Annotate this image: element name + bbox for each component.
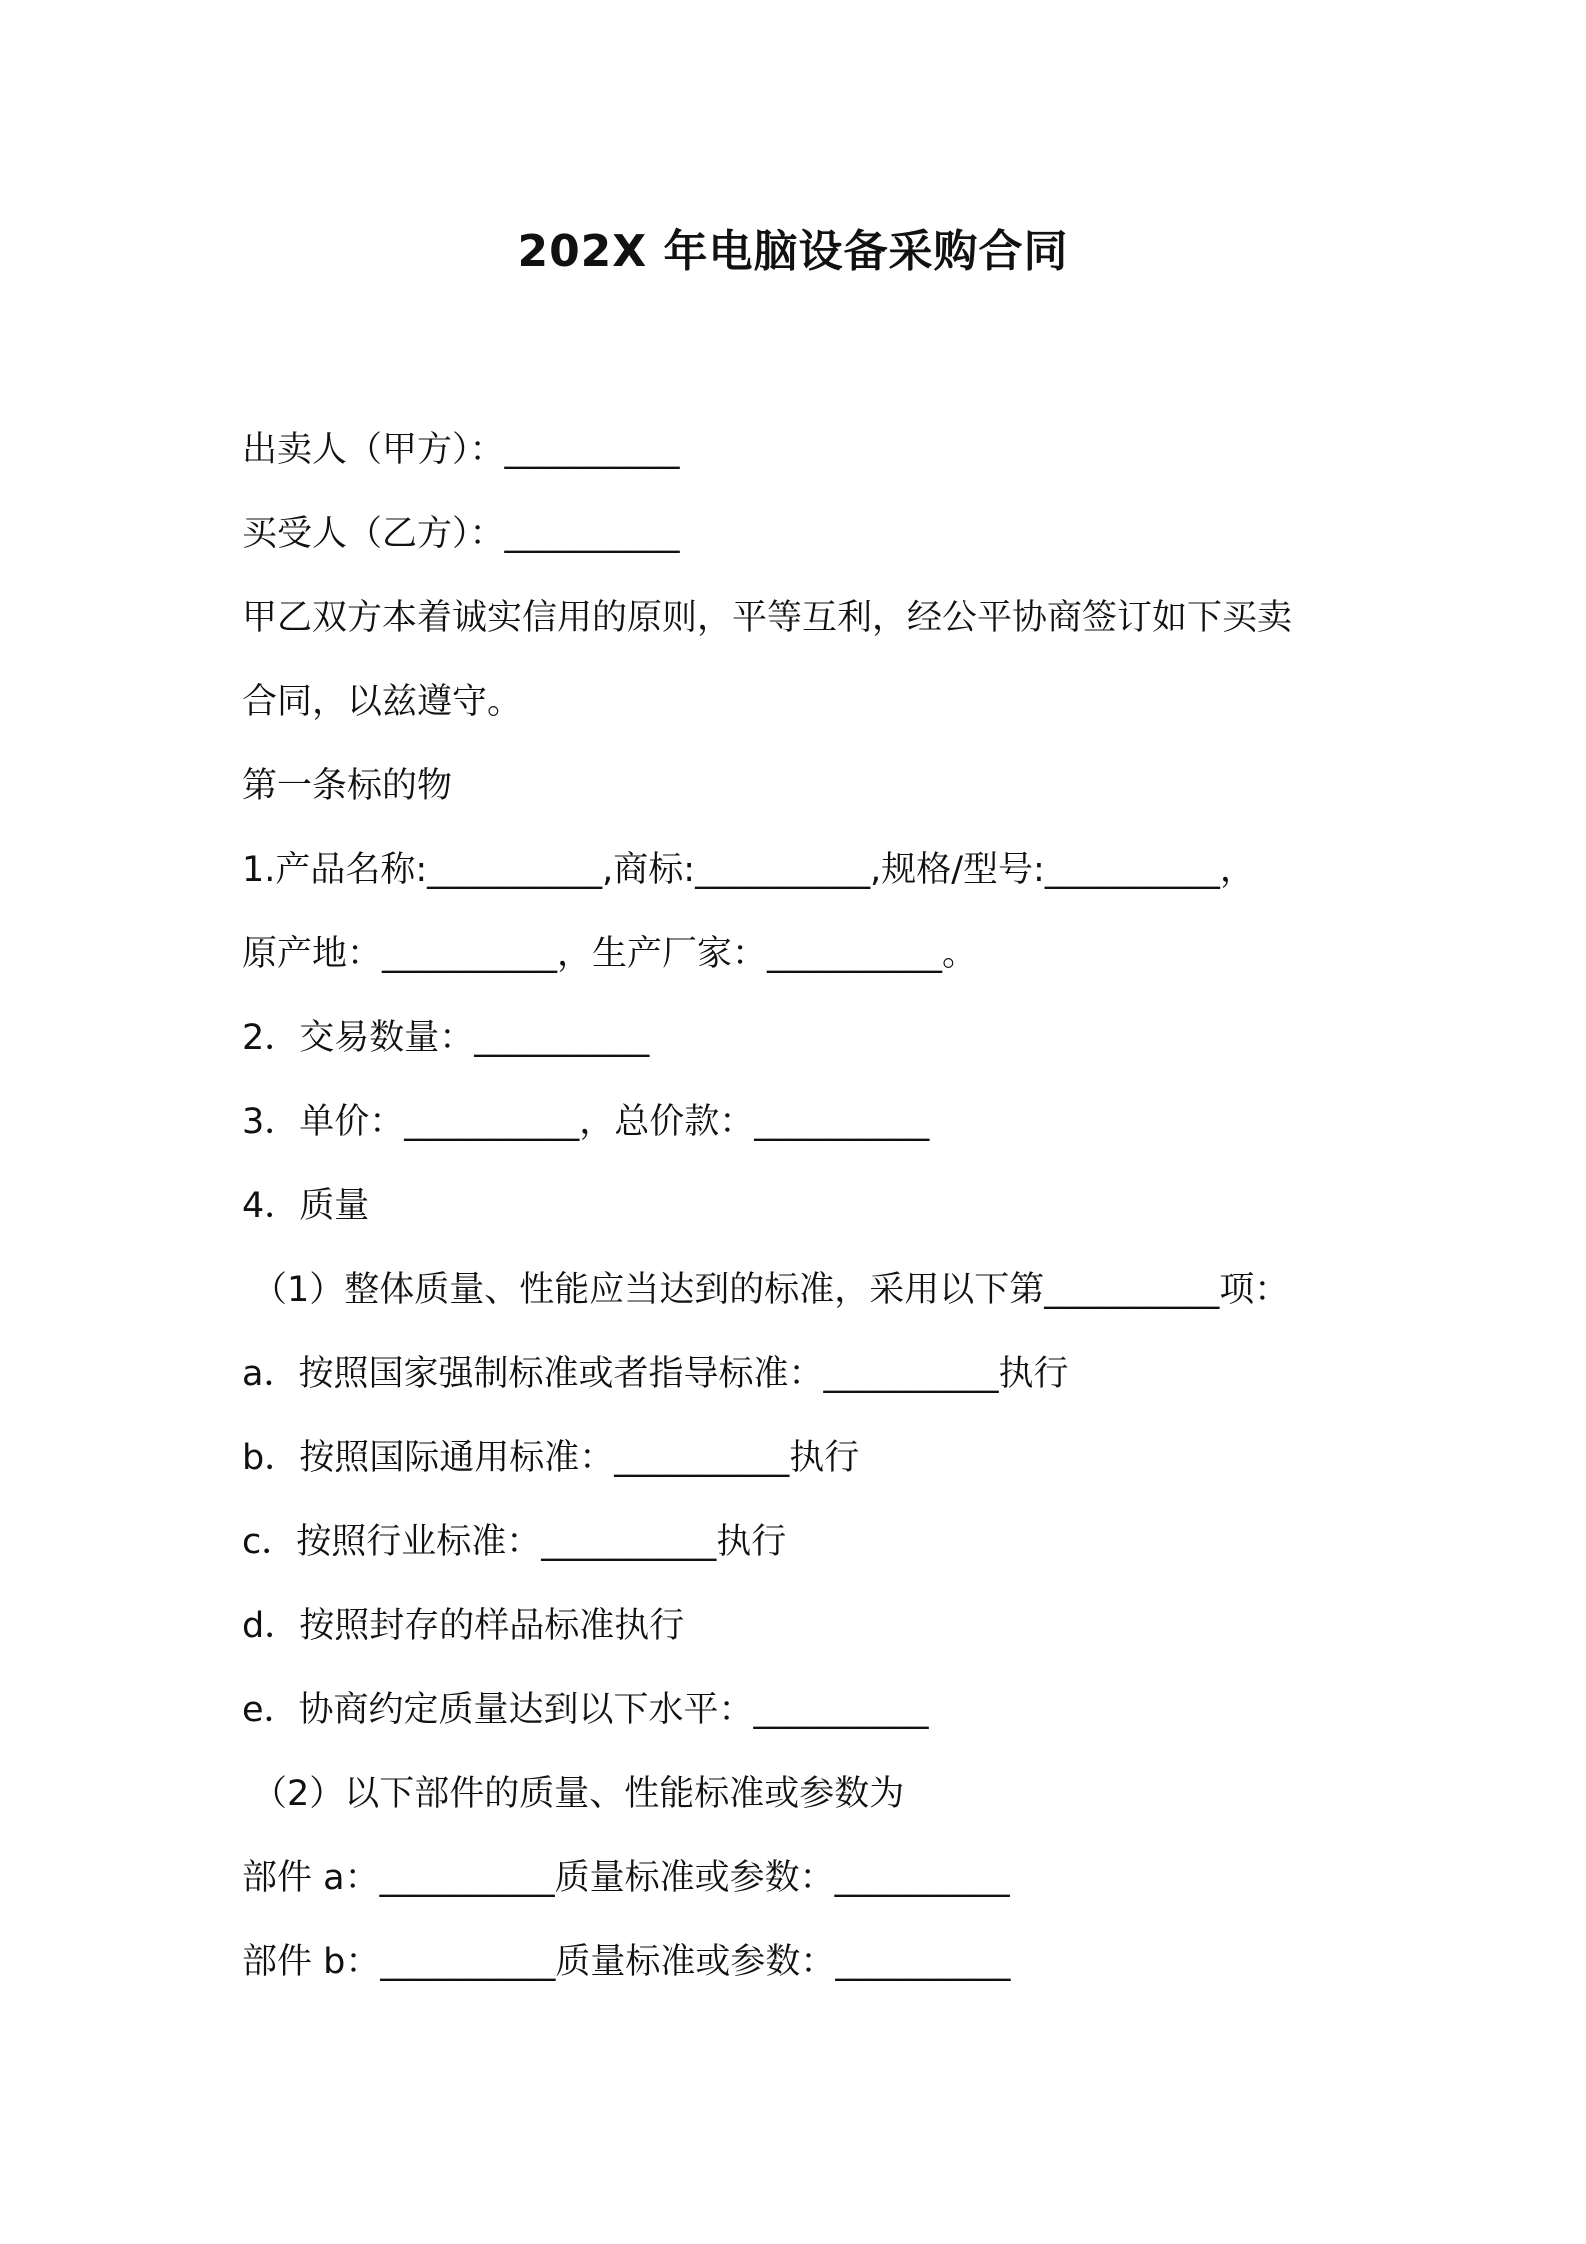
quality-option-d: d．按照封存的样品标准执行 — [242, 1606, 685, 1646]
article-1-heading: 第一条标的物 — [242, 766, 453, 806]
seller-line: 出卖人（甲方）：__________ — [242, 430, 680, 470]
quality-option-a: a．按照国家强制标准或者指导标准：__________执行 — [242, 1354, 1069, 1394]
product-name-line: 1.产品名称:__________,商标:__________,规格/型号:__________， — [242, 850, 1255, 890]
quantity-line: 2．交易数量：__________ — [242, 1018, 650, 1058]
quality-clause-1: （1）整体质量、性能应当达到的标准，采用以下第__________项： — [252, 1270, 1290, 1310]
preamble-line-1: 甲乙双方本着诚实信用的原则，平等互利，经公平协商签订如下买卖 — [242, 598, 1293, 638]
quality-heading: 4．质量 — [242, 1186, 370, 1226]
quality-option-b: b．按照国际通用标准：__________执行 — [242, 1438, 860, 1478]
quality-option-e: e．协商约定质量达到以下水平：__________ — [242, 1690, 929, 1730]
document-title: 202X 年电脑设备采购合同 — [517, 226, 1069, 277]
part-a-line: 部件 a：__________质量标准或参数：__________ — [242, 1858, 1010, 1898]
origin-manufacturer-line: 原产地：__________，生产厂家：__________。 — [242, 934, 978, 974]
document-body — [242, 408, 1362, 2004]
preamble-line-2: 合同，以兹遵守。 — [242, 682, 523, 722]
part-b-line: 部件 b：__________质量标准或参数：__________ — [242, 1942, 1011, 1982]
price-line: 3．单价：__________，总价款：__________ — [242, 1102, 930, 1142]
quality-clause-2: （2）以下部件的质量、性能标准或参数为 — [252, 1774, 905, 1814]
buyer-line: 买受人（乙方）：__________ — [242, 514, 680, 554]
quality-option-c: c．按照行业标准：__________执行 — [242, 1522, 787, 1562]
